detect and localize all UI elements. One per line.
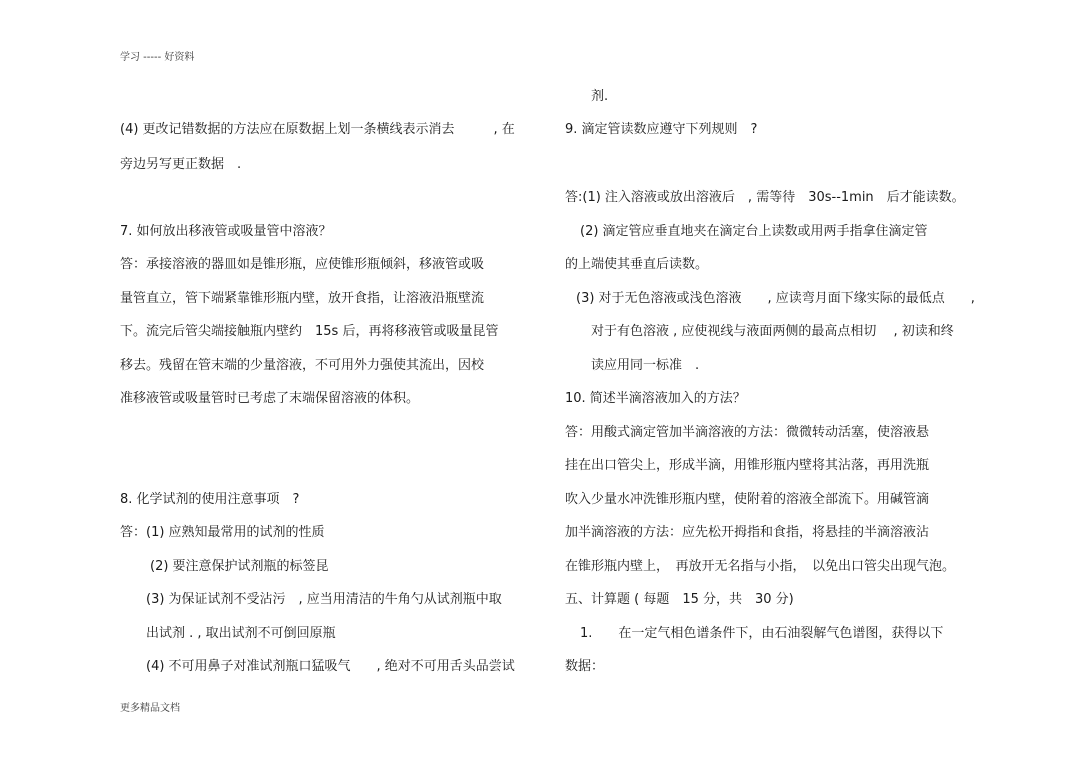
left-line-5: 量管直立，管下端紧靠锥形瓶内壁，放开食指，让溶液沿瓶壁流 [120, 291, 485, 306]
right-line-1: 剂. [591, 89, 609, 104]
left-line-8: 准移液管或吸量管时已考虑了末端保留溶液的体积。 [120, 391, 420, 406]
right-line-7: 对于有色溶液 , 应使视线与液面两侧的最高点相切 , 初读和终 [591, 324, 954, 339]
left-line-1: (4) 更改记错数据的方法应在原数据上划一条横线表示消去 , 在 [120, 122, 515, 137]
left-line-6: 下。流完后管尖端接触瓶内壁约 15s 后，再将移液管或吸量昆管 [120, 324, 499, 339]
question-9-title: 9. 滴定管读数应遵守下列规则 ? [565, 122, 758, 137]
right-line-5: 的上端使其垂直后读数。 [565, 257, 709, 272]
question-10-title: 10. 简述半滴溶液加入的方法？ [565, 391, 746, 406]
right-line-14: 在锥形瓶内壁上， 再放开无名指与小指， 以免出口管尖出现气泡。 [565, 559, 956, 574]
right-line-4: (2) 滴定管应垂直地夹在滴定台上读数或用两手指拿住滴定管 [580, 224, 928, 239]
left-line-12: (3) 为保证试剂不受沾污 , 应当用清洁的牛角勺从试剂瓶中取 [146, 592, 502, 607]
right-line-6: (3) 对于无色溶液或浅色溶液 , 应读弯月面下缘实际的最低点 , [576, 291, 975, 306]
right-line-8: 读应用同一标准 . [591, 358, 700, 373]
right-line-10: 答：用酸式滴定管加半滴溶液的方法：微微转动活塞，使溶液悬 [565, 425, 930, 440]
question-8-title: 8. 化学试剂的使用注意事项 ? [120, 492, 300, 507]
left-line-11: (2) 要注意保护试剂瓶的标签昆 [150, 559, 329, 574]
page-footer: 更多精品文档 [120, 703, 180, 714]
left-line-2: 旁边另写更正数据 . [120, 157, 242, 172]
right-line-3: 答:(1) 注入溶液或放出溶液后 , 需等待 30s--1min 后才能读数。 [565, 190, 965, 205]
left-line-7: 移去。残留在管末端的少量溶液，不可用外力强使其流出，因校 [120, 358, 485, 373]
left-line-4: 答：承接溶液的器皿如是锥形瓶，应使锥形瓶倾斜，移液管或吸 [120, 257, 485, 272]
right-line-12: 吹入少量水冲洗锥形瓶内壁，使附着的溶液全部流下。用碱管滴 [565, 492, 930, 507]
section-5-title: 五、计算题 ( 每题 15 分，共 30 分) [565, 592, 794, 607]
page-header: 学习 ----- 好资料 [120, 52, 195, 63]
left-line-13: 出试剂 . , 取出试剂不可倒回原瓶 [146, 626, 336, 641]
question-7-title: 7. 如何放出移液管或吸量管中溶液？ [120, 224, 332, 239]
right-line-11: 挂在出口管尖上，形成半滴，用锥形瓶内壁将其沾落，再用洗瓶 [565, 458, 930, 473]
left-line-14: (4) 不可用鼻子对准试剂瓶口猛吸气 , 绝对不可用舌头品尝试 [146, 659, 515, 674]
right-line-17: 数据： [565, 659, 605, 674]
right-line-13: 加半滴溶液的方法：应先松开拇指和食指，将悬挂的半滴溶液沾 [565, 525, 930, 540]
right-line-16: 1. 在一定气相色谱条件下，由石油裂解气色谱图，获得以下 [580, 626, 944, 641]
left-line-10: 答：(1) 应熟知最常用的试剂的性质 [120, 525, 325, 540]
